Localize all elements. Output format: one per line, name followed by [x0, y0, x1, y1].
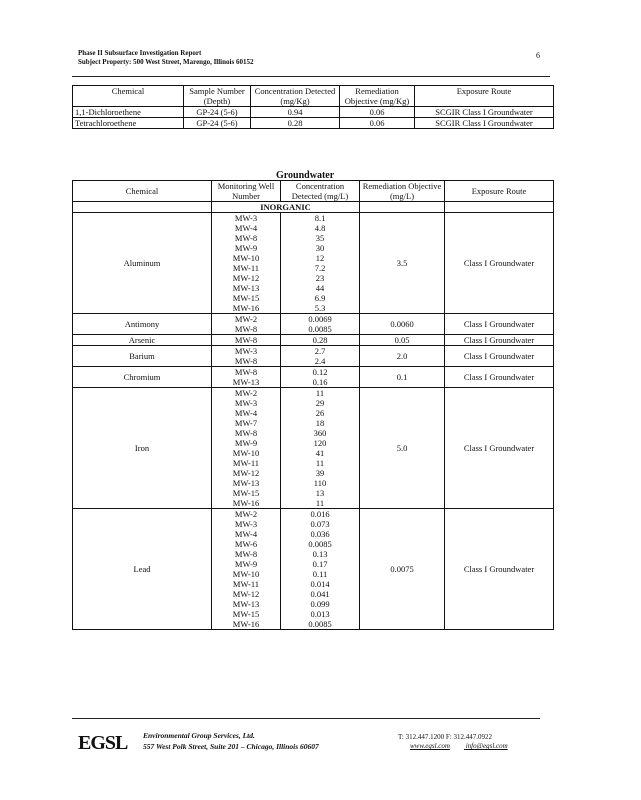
- well-number: MW-3: [234, 213, 258, 223]
- concentration-list: [281, 335, 360, 346]
- table-row: [73, 335, 554, 346]
- gw-header-objective: Remediation Objective (mg/L): [360, 181, 445, 202]
- egsl-logo: EGSL: [78, 732, 128, 754]
- concentration-value: 0.073: [310, 519, 330, 529]
- soil-header-route: Exposure Route: [415, 86, 554, 107]
- concentration-value: 12: [315, 253, 325, 263]
- well-list: [212, 314, 281, 335]
- well-number: MW-13: [232, 377, 260, 387]
- email-link[interactable]: info@egsl.com: [465, 742, 508, 750]
- concentration-value: 0.17: [312, 559, 328, 569]
- well-number: MW-10: [232, 253, 260, 263]
- well-list: [212, 509, 281, 630]
- concentration-list: [281, 314, 360, 335]
- well-list: [212, 335, 281, 346]
- chemical-name: Antimony: [73, 314, 212, 335]
- well-number: MW-16: [232, 619, 260, 629]
- table-row: [73, 107, 554, 118]
- exposure-route: Class I Groundwater: [445, 346, 554, 367]
- company-name: Environmental Group Services, Ltd.: [143, 731, 255, 740]
- concentration-value: 120: [313, 438, 327, 448]
- concentration-value: 0.016: [310, 509, 330, 519]
- well-number: MW-11: [232, 579, 260, 589]
- groundwater-body: [73, 213, 554, 630]
- soil-cell: 0.06: [340, 118, 415, 129]
- well-number: MW-10: [232, 569, 260, 579]
- concentration-value: 7.2: [314, 263, 326, 273]
- concentration-value: 29: [315, 398, 325, 408]
- footer-rule: [72, 718, 540, 719]
- concentration-value: 0.0085: [308, 324, 332, 334]
- well-number: MW-12: [232, 273, 260, 283]
- concentration-value: 0.0069: [308, 314, 332, 324]
- concentration-list: [281, 346, 360, 367]
- concentration-value: 39: [315, 468, 325, 478]
- concentration-value: 4.8: [314, 223, 326, 233]
- concentration-value: 0.041: [310, 589, 330, 599]
- well-number: MW-4: [234, 408, 258, 418]
- concentration-value: 44: [315, 283, 325, 293]
- concentration-list: [281, 213, 360, 314]
- remediation-objective: 0.0075: [360, 509, 445, 630]
- concentration-value: 11: [315, 388, 325, 398]
- soil-cell: 0.94: [251, 107, 340, 118]
- well-number: MW-11: [232, 458, 260, 468]
- concentration-value: 0.013: [310, 609, 330, 619]
- soil-header-concentration: Concentration Detected (mg/Kg): [251, 86, 340, 107]
- well-number: MW-3: [234, 346, 258, 356]
- remediation-objective: 3.5: [360, 213, 445, 314]
- remediation-objective: 0.1: [360, 367, 445, 388]
- concentration-list: [281, 388, 360, 509]
- well-list: [212, 213, 281, 314]
- remediation-objective: 0.0060: [360, 314, 445, 335]
- concentration-value: 0.0085: [308, 539, 332, 549]
- table-row: [73, 367, 554, 388]
- well-number: MW-9: [234, 438, 258, 448]
- soil-cell: GP-24 (5-6): [184, 118, 251, 129]
- concentration-value: 5.3: [314, 303, 326, 313]
- concentration-list: [281, 509, 360, 630]
- concentration-value: 26: [315, 408, 325, 418]
- soil-cell: 0.28: [251, 118, 340, 129]
- concentration-value: 11: [315, 498, 325, 508]
- well-number: MW-2: [234, 388, 258, 398]
- well-number: MW-8: [234, 367, 258, 377]
- exposure-route: Class I Groundwater: [445, 367, 554, 388]
- concentration-value: 0.28: [312, 335, 328, 345]
- gw-header-chemical: Chemical: [73, 181, 212, 202]
- well-number: MW-8: [234, 324, 258, 334]
- well-number: MW-13: [232, 283, 260, 293]
- table-row: [73, 213, 554, 314]
- report-title: Phase II Subsurface Investigation Report: [78, 49, 202, 57]
- well-number: MW-15: [232, 488, 260, 498]
- well-number: MW-3: [234, 519, 258, 529]
- chemical-name: Iron: [73, 388, 212, 509]
- soil-cell: GP-24 (5-6): [184, 107, 251, 118]
- concentration-value: 2.4: [314, 356, 326, 366]
- well-number: MW-2: [234, 509, 258, 519]
- concentration-value: 0.11: [312, 569, 328, 579]
- exposure-route: Class I Groundwater: [445, 509, 554, 630]
- well-number: MW-10: [232, 448, 260, 458]
- company-phone: T: 312.447.1200 F: 312.447.0922: [398, 733, 492, 741]
- company-address: 557 West Polk Street, Suite 201 – Chicago, Illinois 60607: [143, 742, 319, 751]
- soil-cell: 0.06: [340, 107, 415, 118]
- gw-header-well: Monitoring Well Number: [212, 181, 281, 202]
- soil-cell: SCGIR Class I Groundwater: [415, 107, 554, 118]
- remediation-objective: 5.0: [360, 388, 445, 509]
- well-number: MW-8: [234, 356, 258, 366]
- concentration-value: 0.13: [312, 549, 328, 559]
- report-header: [78, 49, 253, 67]
- concentration-value: 18: [315, 418, 325, 428]
- well-number: MW-12: [232, 468, 260, 478]
- chemical-name: Lead: [73, 509, 212, 630]
- concentration-value: 0.0085: [308, 619, 332, 629]
- exposure-route: Class I Groundwater: [445, 388, 554, 509]
- concentration-value: 8.1: [314, 213, 326, 223]
- chemical-name: Chromium: [73, 367, 212, 388]
- soil-cell: Tetrachloroethene: [73, 118, 184, 129]
- concentration-value: 0.099: [310, 599, 330, 609]
- well-number: MW-16: [232, 303, 260, 313]
- concentration-value: 11: [315, 458, 325, 468]
- well-number: MW-13: [232, 478, 260, 488]
- well-number: MW-8: [234, 428, 258, 438]
- soil-table: [72, 85, 554, 129]
- well-list: [212, 367, 281, 388]
- concentration-value: 2.7: [314, 346, 326, 356]
- exposure-route: Class I Groundwater: [445, 314, 554, 335]
- concentration-value: 0.014: [310, 579, 330, 589]
- well-list: [212, 388, 281, 509]
- soil-header-chemical: Chemical: [73, 86, 184, 107]
- well-number: MW-13: [232, 599, 260, 609]
- soil-cell: SCGIR Class I Groundwater: [415, 118, 554, 129]
- remediation-objective: 0.05: [360, 335, 445, 346]
- footer-links: [410, 742, 522, 750]
- subject-property: Subject Property: 500 West Street, Marengo, Illinois 60152: [78, 58, 254, 66]
- chemical-name: Aluminum: [73, 213, 212, 314]
- exposure-route: Class I Groundwater: [445, 335, 554, 346]
- concentration-list: [281, 367, 360, 388]
- well-number: MW-7: [234, 418, 258, 428]
- well-number: MW-2: [234, 314, 258, 324]
- concentration-value: 360: [313, 428, 327, 438]
- well-number: MW-4: [234, 223, 258, 233]
- table-row: [73, 118, 554, 129]
- well-number: MW-8: [234, 335, 258, 345]
- gw-header-concentration: Concentration Detected (mg/L): [281, 181, 360, 202]
- concentration-value: 41: [315, 448, 325, 458]
- concentration-value: 35: [315, 233, 325, 243]
- concentration-value: 6.9: [314, 293, 326, 303]
- well-number: MW-4: [234, 529, 258, 539]
- gw-header-route: Exposure Route: [445, 181, 554, 202]
- well-number: MW-12: [232, 589, 260, 599]
- well-number: MW-9: [234, 559, 258, 569]
- groundwater-title: Groundwater: [276, 170, 335, 181]
- chemical-name: Barium: [73, 346, 212, 367]
- groundwater-table: [72, 180, 554, 630]
- concentration-value: 23: [315, 273, 325, 283]
- website-link[interactable]: www.egsl.com: [410, 742, 450, 750]
- inorganic-subheader: INORGANIC: [212, 202, 360, 213]
- table-row: [73, 388, 554, 509]
- soil-cell: 1,1-Dichloroethene: [73, 107, 184, 118]
- well-number: MW-8: [234, 549, 258, 559]
- concentration-value: 0.12: [312, 367, 328, 377]
- table-row: [73, 509, 554, 630]
- page-number: 6: [536, 51, 540, 60]
- well-number: MW-3: [234, 398, 258, 408]
- concentration-value: 0.16: [312, 377, 328, 387]
- well-number: MW-16: [232, 498, 260, 508]
- exposure-route: Class I Groundwater: [445, 213, 554, 314]
- well-number: MW-6: [234, 539, 258, 549]
- chemical-name: Arsenic: [73, 335, 212, 346]
- well-number: MW-15: [232, 293, 260, 303]
- well-number: MW-8: [234, 233, 258, 243]
- soil-header-objective: Remediation Objective (mg/Kg): [340, 86, 415, 107]
- soil-header-sample: Sample Number (Depth): [184, 86, 251, 107]
- concentration-value: 110: [313, 478, 327, 488]
- table-row: [73, 346, 554, 367]
- concentration-value: 13: [315, 488, 325, 498]
- well-list: [212, 346, 281, 367]
- concentration-value: 30: [315, 243, 325, 253]
- well-number: MW-9: [234, 243, 258, 253]
- concentration-value: 0.036: [310, 529, 330, 539]
- well-number: MW-15: [232, 609, 260, 619]
- table-row: [73, 314, 554, 335]
- header-rule: [72, 76, 550, 77]
- well-number: MW-11: [232, 263, 260, 273]
- remediation-objective: 2.0: [360, 346, 445, 367]
